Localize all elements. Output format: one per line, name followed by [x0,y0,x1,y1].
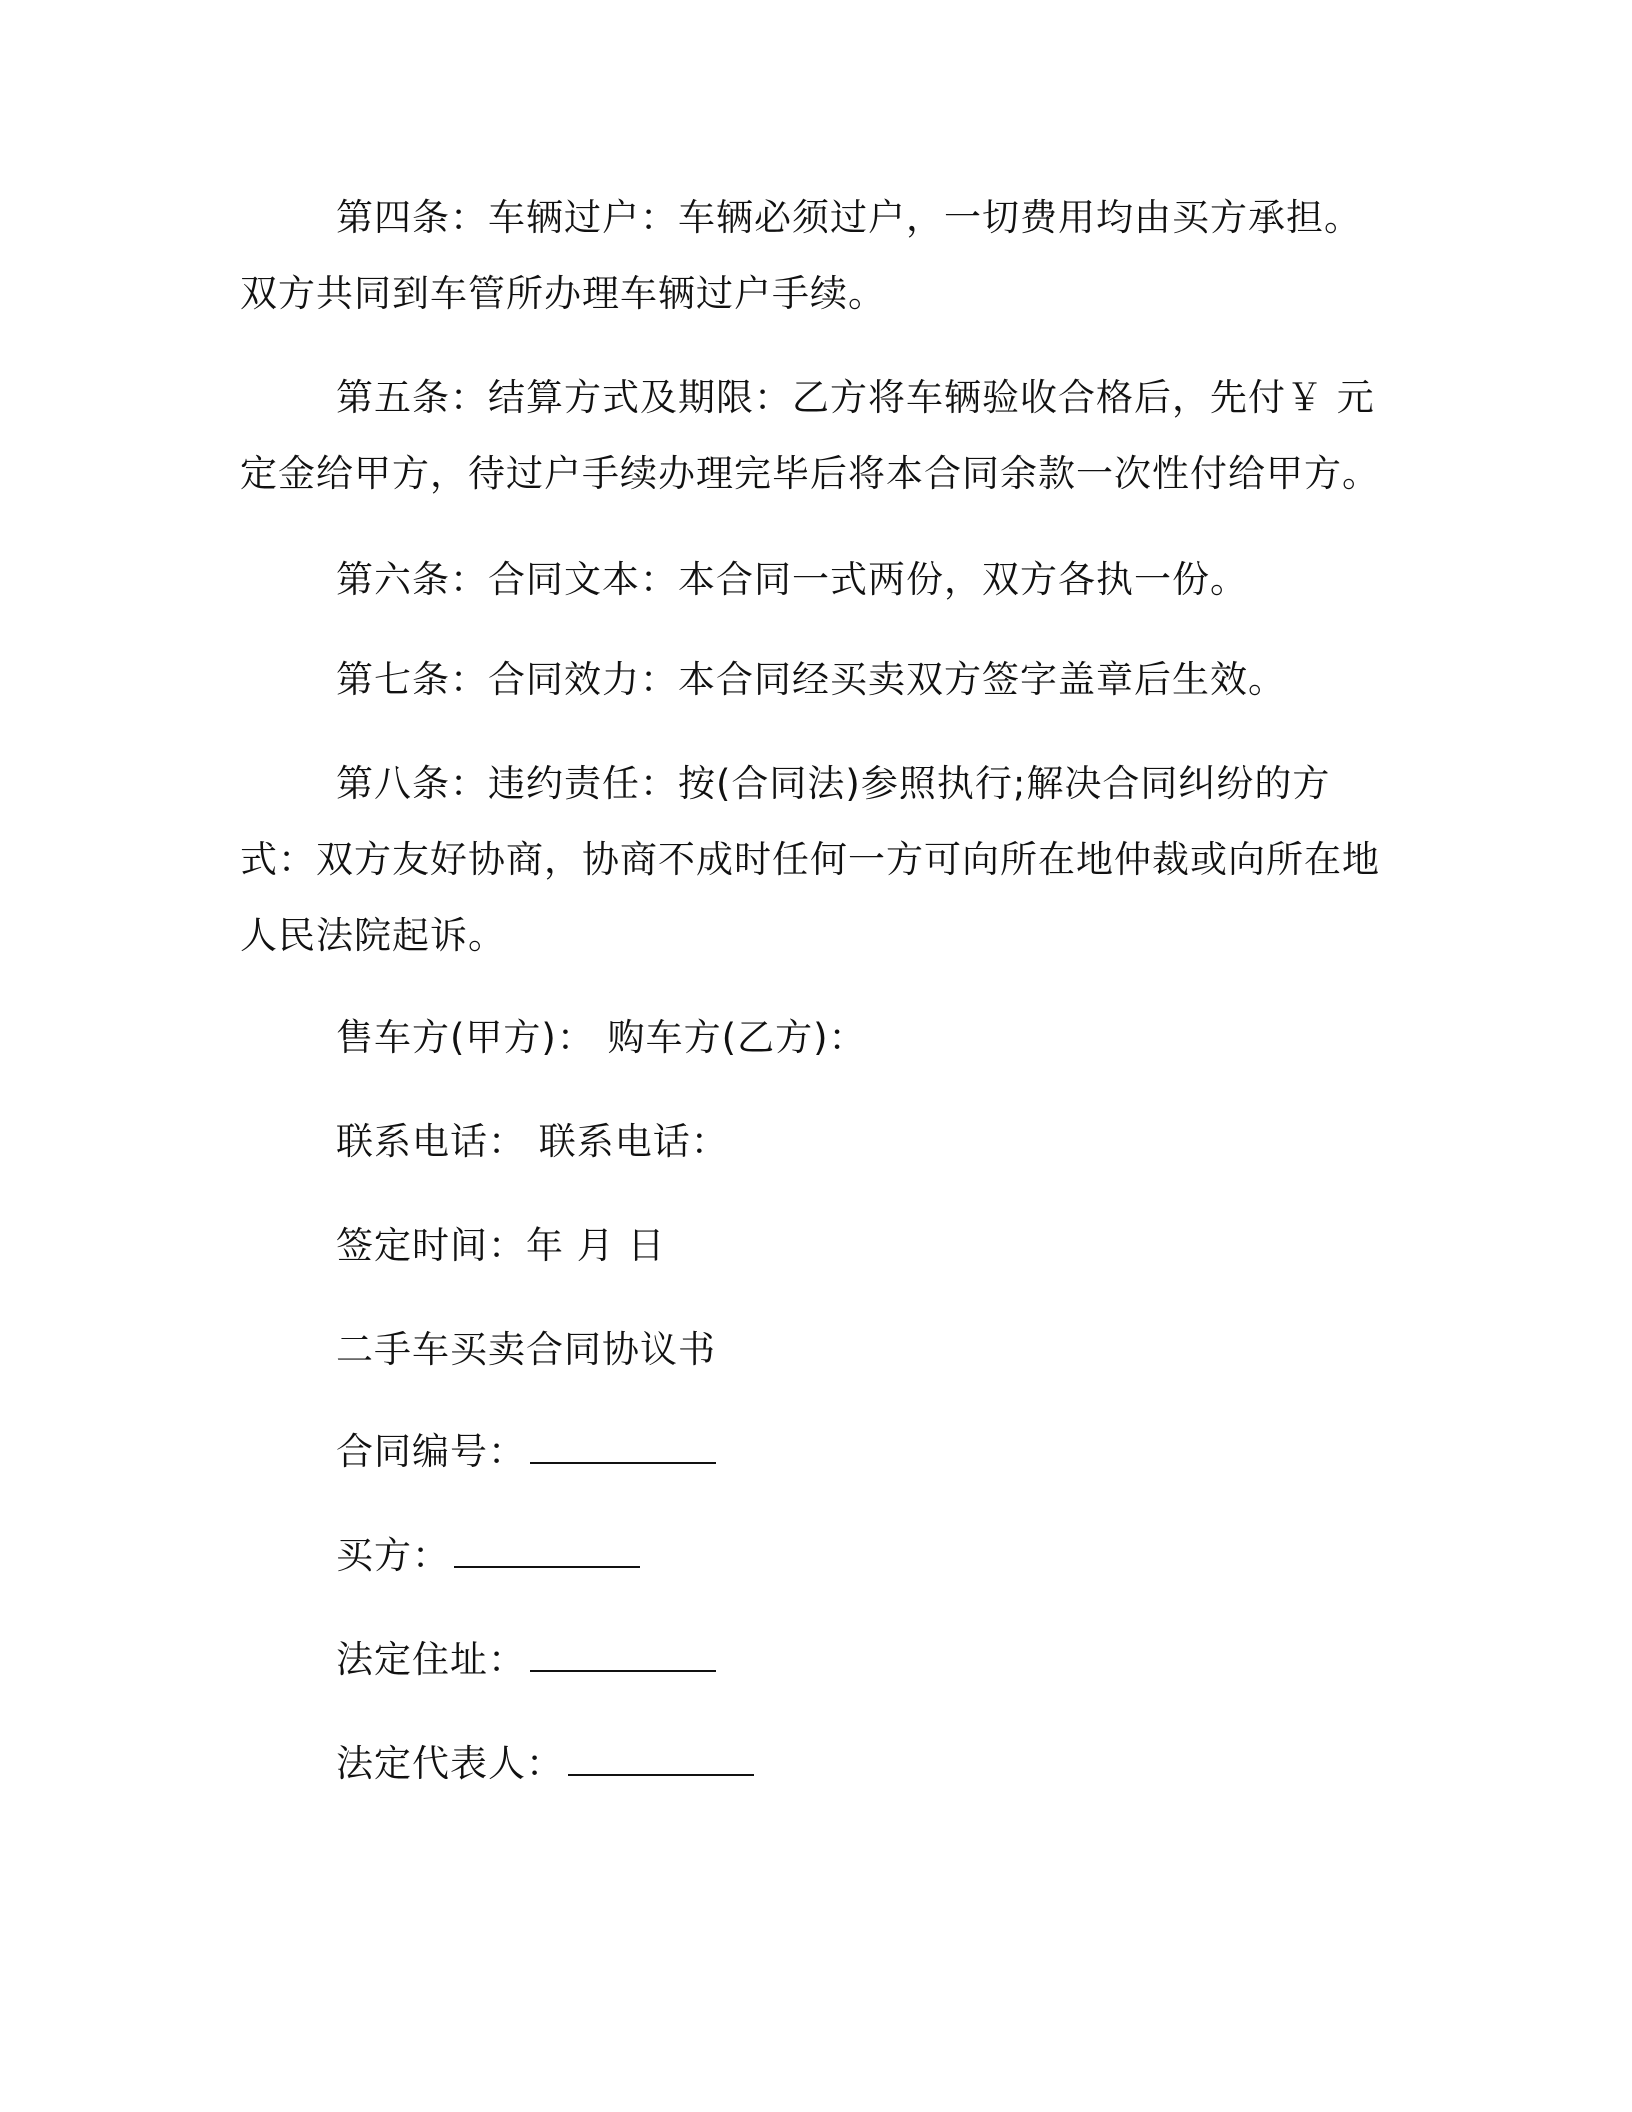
article-6: 第六条：合同文本：本合同一式两份，双方各执一份。 [336,558,1248,601]
article-7: 第七条：合同效力：本合同经买卖双方签字盖章后生效。 [336,658,1286,701]
address-label: 法定住址： [336,1638,526,1681]
buyer-label: 买方： [336,1534,450,1577]
second-doc-title: 二手车买卖合同协议书 [336,1328,716,1371]
buyer-field [336,1518,640,1594]
signature-phones: 联系电话： 联系电话： [336,1120,729,1163]
representative-field [336,1726,754,1802]
contract-number-label: 合同编号： [336,1430,526,1473]
contract-number-blank [530,1432,716,1464]
article-8: 第八条：违约责任：按(合同法)参照执行;解决合同纠纷的方式：双方友好协商，协商不成时任何一方可向所在地仲裁或向所在地人民法院起诉。 [240,762,1380,957]
signature-parties: 售车方(甲方)： 购车方(乙方)： [336,1016,867,1059]
buyer-blank [454,1536,640,1568]
signature-date: 签定时间：年 月 日 [336,1224,666,1267]
article-4: 第四条：车辆过户：车辆必须过户，一切费用均由买方承担。双方共同到车管所办理车辆过户手续。 [240,196,1362,315]
representative-label: 法定代表人： [336,1742,564,1785]
address-blank [530,1640,716,1672]
address-field [336,1622,716,1698]
article-5: 第五条：结算方式及期限：乙方将车辆验收合格后，先付￥ 元定金给甲方，待过户手续办理完毕后将本合同余款一次性付给甲方。 [240,376,1380,495]
contract-number-field [336,1414,716,1490]
representative-blank [568,1744,754,1776]
